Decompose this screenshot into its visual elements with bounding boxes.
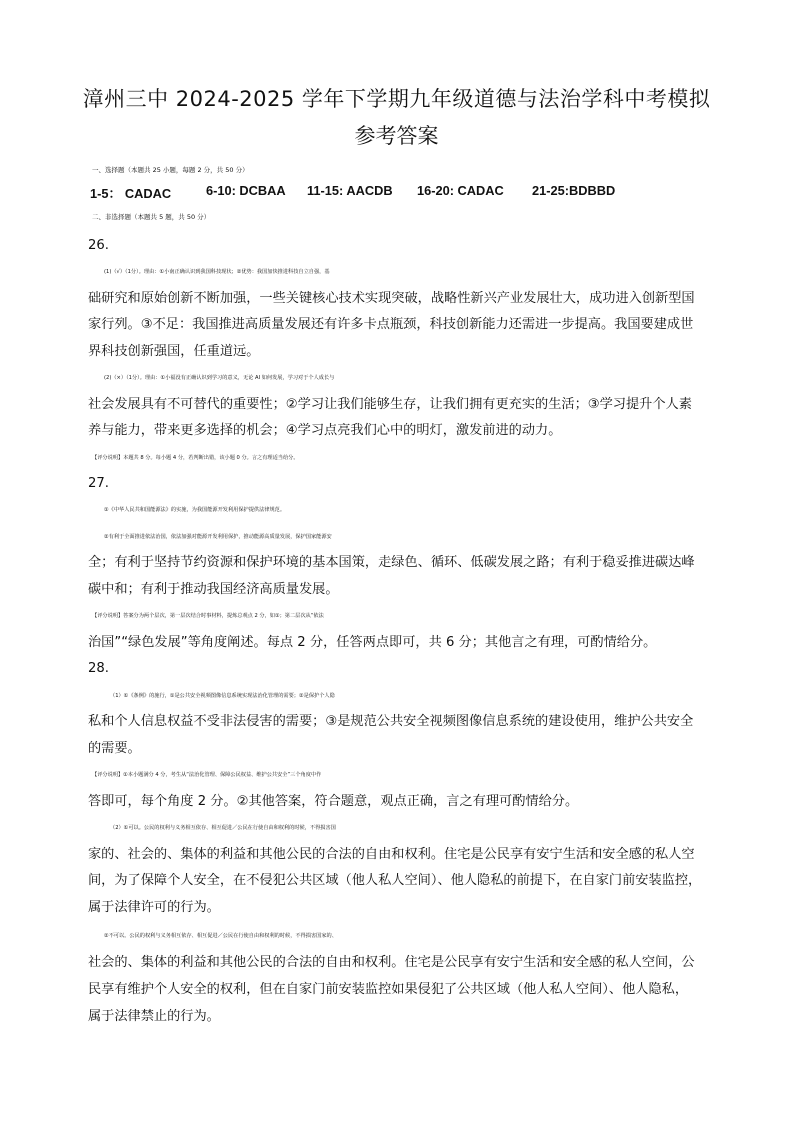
answer-line: 界科技创新强国，任重道远。	[88, 344, 260, 359]
answer-group: 6-10: DCBAA	[206, 183, 286, 198]
section-1-heading: 一、选择题（本题共 25 小题，每题 2 分，共 50 分）	[92, 166, 249, 174]
answer-line: 属于法律禁止的行为。	[88, 1009, 220, 1024]
question-number: 28.	[88, 661, 109, 676]
answer-line: 民享有维护个人安全的权利，但在自家门前安装监控如果侵犯了公共区域（他人私人空间）、他人隐私，	[88, 982, 689, 997]
answer-line: 家行列。③不足：我国推进高质量发展还有许多卡点瓶颈，科技创新能力还需进一步提高。我国要建成世	[88, 317, 694, 332]
scoring-note: 【评分说明】①本小题满分 4 分，考生从“法治化管理、保障公民权益、维护公共安全”三个角度中作	[92, 772, 322, 778]
answer-group: 1-5： CADAC	[90, 186, 172, 201]
question-number: 26.	[88, 238, 109, 253]
answer-group: 16-20: CADAC	[417, 183, 504, 198]
answer-line: 属于法律许可的行为。	[88, 900, 220, 915]
scoring-note: 【评分说明】答案分为两个层次，第一层次结合时事材料，提炼总观点 2 分，如①；第二层次从“依法	[92, 613, 324, 619]
scoring-note: 【评分说明】本题共 8 分。每小题 4 分，若判断出错，该小题 0 分。言之有理适当给分。	[92, 455, 299, 461]
answer-line: 础研究和原始创新不断加强，一些关键核心技术实现突破，战略性新兴产业发展壮大，成功进入创新型国	[88, 291, 695, 306]
answer-line: 社会发展具有不可替代的重要性；②学习让我们能够生存，让我们拥有更充实的生活；③学习提升个人素	[88, 397, 692, 412]
answer-line: (2)（×）（1分）。理由：①小福没有正确认识到学习的意义，无论 AI 如何发展，学习对于个人成长与	[104, 375, 335, 381]
scoring-note: 答即可，每个角度 2 分。②其他答案，符合题意，观点正确，言之有理可酌情给分。	[88, 794, 579, 809]
answer-line: 全；有利于坚持节约资源和保护环境的基本国策，走绿色、循环、低碳发展之路；有利于稳妥推进碳达峰	[88, 555, 695, 570]
answer-line: (1)（√）（1分）。理由：①小南正确认识到我国科技现状；②优势：我国加快推进科技自立自强，基	[104, 269, 330, 275]
document-title: 漳州三中 2024-2025 学年下学期九年级道德与法治学科中考模拟	[82, 87, 711, 111]
answer-line: 养与能力，带来更多选择的机会；④学习点亮我们心中的明灯，激发前进的动力。	[88, 423, 562, 438]
answer-line: 碳中和；有利于推动我国经济高质量发展。	[88, 582, 339, 597]
answer-line: ②不可以。公民的权利与义务相互依存、相互促进／公民在行使自由和权利的时候，不得损害国家的、	[104, 933, 337, 939]
answer-line: 家的、社会的、集体的利益和其他公民的合法的自由和权利。住宅是公民享有安宁生活和安全感的私人空	[88, 847, 695, 862]
scoring-note: 治国”“绿色发展”等角度阐述。每点 2 分，任答两点即可，共 6 分；其他言之有理，可酌情给分。	[88, 635, 657, 650]
answer-line: （1）①《条例》的施行，①是公共安全视频图像信息系统实现法治化管理的需要；②是保护个人隐	[110, 693, 335, 699]
document-subtitle: 参考答案	[354, 124, 439, 148]
section-2-heading: 二、非选择题（本题共 5 题，共 50 分）	[92, 213, 211, 221]
answer-line: 私和个人信息权益不受非法侵害的需要；③是规范公共安全视频图像信息系统的建设使用，维护公共安全	[88, 714, 694, 729]
answer-line: ①《中华人民共和国能源法》的实施，为我国能源开发利用保护提供法律规范。	[104, 507, 286, 513]
answer-group: 11-15: AACDB	[307, 183, 393, 198]
answer-group: 21-25:BDBBD	[532, 183, 616, 198]
answer-line: （2）①可以。公民的权利与义务相互依存、相互促进／公民在行使自由和权利的时候，不得损害国	[110, 825, 336, 831]
answer-line: 间，为了保障个人安全，在不侵犯公共区域（他人私人空间）、他人隐私的前提下，在自家门前安装监控，	[88, 873, 702, 888]
answer-line: ②有利于全面推进依法治国，依法加强对能源开发利用保护，推动能源高质量发展，保护国家能源安	[104, 534, 332, 540]
answer-line: 的需要。	[88, 741, 141, 756]
multiple-choice-answers	[90, 183, 710, 203]
question-number: 27.	[88, 476, 109, 491]
answer-line: 社会的、集体的利益和其他公民的合法的自由和权利。住宅是公民享有安宁生活和安全感的私人空间，公	[88, 955, 695, 970]
